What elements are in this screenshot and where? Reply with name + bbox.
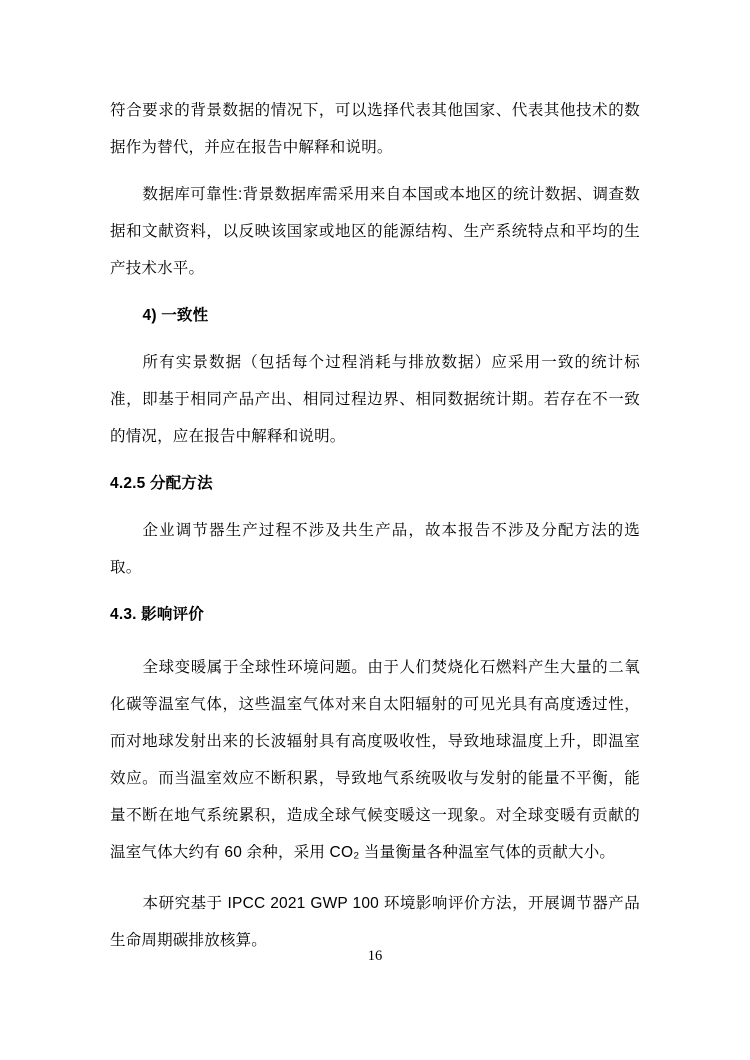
paragraph-global-warming: 全球变暖属于全球性环境问题。由于人们焚烧化石燃料产生大量的二氧化碳等温室气体，这些温室气体对来自太阳辐射的可见光具有高度透过性，而对地球发射出来的长波辐射具有高度吸收性，导致地球温度上升，即温室效应。而当温室效应不断积累，导致地气系统吸收与发射的能量不平衡，能量不断在地气系统累积，造成全球气候变暖这一现象。对全球变暖有贡献的温室气体大约有 60 余种，采用 CO₂ 当量衡量各种温室气体的贡献大小。	[110, 659, 640, 861]
heading-consistency: 4) 一致性	[142, 307, 209, 324]
paragraph-background-data-continuation: 符合要求的背景数据的情况下，可以选择代表其他国家、代表其他技术的数据作为替代，并应在报告中解释和说明。	[110, 102, 640, 156]
paragraph-ipcc-method: 本研究基于 IPCC 2021 GWP 100 环境影响评价方法，开展调节器产品生命周期碳排放核算。	[110, 895, 640, 949]
paragraph-consistency: 所有实景数据（包括每个过程消耗与排放数据）应采用一致的统计标准，即基于相同产品产出、相同过程边界、相同数据统计期。若存在不一致的情况，应在报告中解释和说明。	[110, 354, 640, 445]
document-body	[110, 92, 640, 969]
paragraph-database-reliability: 数据库可靠性:背景数据库需采用来自本国或本地区的统计数据、调查数据和文献资料，以反映该国家或地区的能源结构、生产系统特点和平均的生产技术水平。	[110, 186, 640, 277]
heading-impact-assessment: 4.3. 影响评价	[110, 606, 204, 623]
paragraph-allocation-method: 企业调节器生产过程不涉及共生产品，故本报告不涉及分配方法的选取。	[110, 522, 640, 576]
page-number: 16	[367, 948, 383, 964]
heading-allocation-method: 4.2.5 分配方法	[110, 475, 213, 492]
